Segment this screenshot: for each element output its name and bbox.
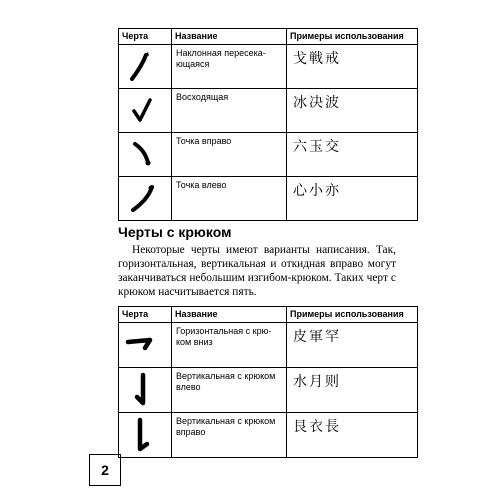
stroke-name-cell (172, 45, 287, 89)
table-row (119, 368, 418, 413)
section-paragraph: Некоторые черты имеют варианты написания. Так, горизонтальная, вертикальная и откидная вправо могут заканчиваться небольшим изгибом-крюком. Таких черт с крюком насчитывается пять. (118, 244, 396, 298)
section-heading: Черты с крюком (118, 224, 232, 240)
header-stroke: Черта (119, 307, 172, 323)
stroke-name-cell (172, 323, 287, 368)
rising-stroke-icon (119, 89, 165, 132)
stroke-cell (119, 323, 172, 368)
stroke-name-cell (172, 89, 287, 133)
examples-text: 水月则 (293, 374, 341, 390)
stroke-cell (119, 368, 172, 413)
stroke-cell (119, 177, 172, 221)
header-examples: Примеры использования (287, 307, 418, 323)
stroke-cell (119, 133, 172, 177)
stroke-name: Восходящая (176, 92, 229, 102)
horizontal-hook-down-stroke-icon (119, 323, 165, 367)
vertical-hook-left-stroke-icon (119, 368, 165, 412)
stroke-name: Вертикальная с крюком вправо (176, 416, 276, 437)
strokes-table (118, 28, 418, 221)
stroke-cell (119, 413, 172, 458)
examples-cell (287, 133, 418, 177)
table-row (119, 89, 418, 133)
stroke-name-cell (172, 413, 287, 458)
stroke-name: Точка вправо (176, 136, 232, 146)
stroke-name: Точка влево (176, 180, 227, 190)
header-examples: Примеры использования (287, 29, 418, 45)
stroke-name-cell (172, 177, 287, 221)
examples-text: 六玉交 (293, 139, 341, 155)
table-row (119, 177, 418, 221)
examples-cell (287, 368, 418, 413)
examples-cell (287, 45, 418, 89)
table-row (119, 133, 418, 177)
table-row (119, 323, 418, 368)
stroke-name: Горизонтальная с крю-ком вниз (176, 326, 272, 347)
examples-cell (287, 177, 418, 221)
stroke-cell (119, 89, 172, 133)
vertical-hook-right-stroke-icon (119, 413, 165, 457)
right-dot-stroke-icon (119, 133, 165, 176)
stroke-name: Наклонная пересека-ющаяся (176, 48, 266, 69)
examples-text: 艮衣長 (293, 419, 341, 435)
stroke-name: Вертикальная с крюком влево (176, 371, 276, 392)
examples-cell (287, 323, 418, 368)
header-stroke: Черта (119, 29, 172, 45)
stroke-cell (119, 45, 172, 89)
table-header-row (119, 307, 418, 323)
header-name: Название (172, 307, 287, 323)
table-header-row (119, 29, 418, 45)
page-number: 2 (89, 454, 121, 486)
table-row (119, 413, 418, 458)
slanted-crossing-stroke-icon (119, 45, 165, 88)
stroke-name-cell (172, 133, 287, 177)
hook-strokes-table (118, 306, 418, 458)
examples-cell (287, 413, 418, 458)
examples-text: 心小亦 (293, 183, 341, 199)
header-name: Название (172, 29, 287, 45)
examples-text: 冰决波 (293, 95, 341, 111)
left-dot-stroke-icon (119, 177, 165, 220)
table-row (119, 45, 418, 89)
examples-text: 皮軍罕 (293, 329, 341, 345)
stroke-name-cell (172, 368, 287, 413)
examples-cell (287, 89, 418, 133)
examples-text: 戈戦戒 (293, 51, 341, 67)
